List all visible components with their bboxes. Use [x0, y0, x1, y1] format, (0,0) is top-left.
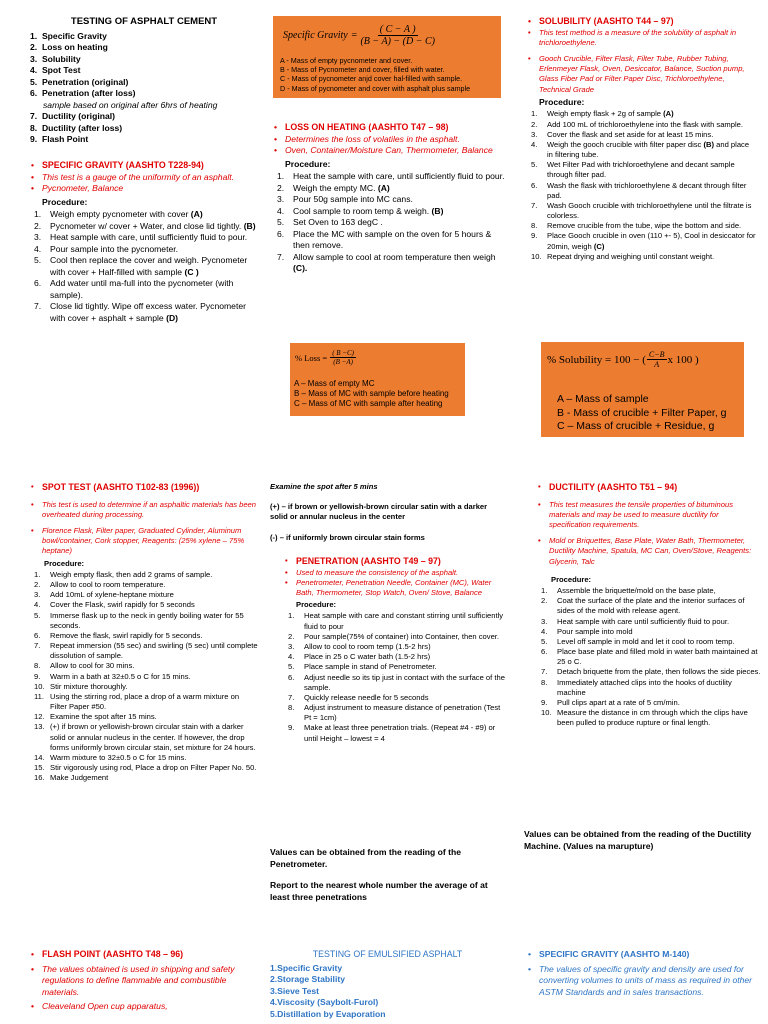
step-number: 10. — [541, 708, 552, 718]
step-value-label: (A) — [377, 182, 390, 193]
step-text: Set Oven to 163 degC . — [293, 217, 383, 228]
step-number: 7. — [34, 301, 42, 312]
solubility-section — [527, 16, 757, 262]
step-text: Warm mixture to 32±0.5 o C for 15 mins. — [50, 752, 187, 762]
procedure-step — [30, 600, 258, 610]
step-number: 4. — [531, 139, 538, 149]
step-text: Heat sample with care until sufficiently fluid to pour. — [557, 616, 730, 626]
step-text: Examine the spot after 15 mins. — [50, 712, 157, 722]
step-number: 9. — [541, 697, 548, 707]
procedure-step — [527, 160, 757, 180]
spot-test-heading: SPOT TEST (AASHTO T102-83 (1996)) — [42, 482, 200, 492]
specific-gravity-apparatus: Pycnometer, Balance — [42, 183, 124, 194]
step-text: Allow to cool for 30 mins. — [50, 661, 135, 671]
procedure-step — [527, 120, 757, 130]
step-text: and place in filtering tube. — [547, 139, 750, 160]
step-text: Weigh empty flask + 2g of sample — [547, 109, 664, 119]
step-text: Immediately attached clips into the hooks of ductility machine — [557, 677, 732, 697]
step-text: Place sample in stand of Penetrometer. — [304, 662, 437, 672]
step-number: 6. — [288, 672, 295, 682]
procedure-step — [284, 611, 506, 631]
step-number: 1. — [531, 109, 538, 119]
step-number: 7. — [531, 200, 538, 210]
step-value-label: (B) — [431, 205, 444, 216]
step-number: 3. — [277, 194, 285, 205]
step-number: 1. — [541, 585, 548, 595]
formula-lhs: % Loss = — [295, 352, 328, 363]
step-text: Place base plate and filled mold in water bath maintained at 25 o C. — [557, 647, 758, 667]
step-number: 9. — [34, 671, 41, 681]
step-text: Cool then replace the cover and weigh. Pycnometer with cover + Half-filled with sample — [50, 255, 248, 277]
step-text: Make at least three penetration trials. (Repeat #4 - #9) or until Height – lowest = 4 — [304, 723, 496, 743]
specific-gravity-formula: Specific Gravity = $\frac{( C - A )}{(B - A) - (D - C)}$ — [283, 24, 435, 47]
step-number: 3. — [288, 641, 295, 651]
step-text: Adjust instrument to measure distance of penetration (Test Pt = 1cm) — [304, 703, 501, 723]
step-text: Detach briquette from the plate, then follows the side pieces. — [557, 667, 761, 677]
step-number: 5. — [531, 160, 538, 170]
test-list-item: 8. Ductility (after loss) — [30, 122, 123, 133]
procedure-step — [30, 763, 258, 773]
examine-note: Examine the spot after 5 mins — [270, 482, 378, 491]
formula-numerator: ( C − A ) — [379, 24, 416, 35]
ductility-apparatus: Mold or Briquettes, Base Plate, Water Bath, Thermometer, Ductility Machine, Spatula, MC Can, Oven/Stove, Reagents: Glycerin, Talc — [549, 536, 752, 566]
step-text: Allow to cool to room temp (1.5-2 hrs) — [304, 641, 431, 651]
step-text: Repeat drying and weighing until constant weight. — [547, 251, 715, 261]
step-number: 3. — [34, 590, 41, 600]
loss-on-heating-section — [273, 122, 505, 275]
procedure-label: Procedure: — [539, 96, 585, 107]
emulsified-test-list — [270, 963, 505, 1021]
step-text: Place the MC with sample on the oven for 5 hours & then remove. — [293, 228, 492, 251]
step-number: 13. — [34, 722, 45, 732]
spot-test-desc: This test is used to determine if an asphaltic materials has been overheated during processing. — [42, 499, 257, 519]
step-number: 1. — [34, 209, 42, 220]
procedure-step — [30, 244, 258, 256]
ductility-heading: DUCTILITY (AASHTO T51 – 94) — [549, 482, 678, 492]
step-number: 7. — [288, 692, 295, 702]
loss-on-heating-heading: LOSS ON HEATING (AASHTO T47 – 98) — [285, 122, 449, 132]
step-text: Remove crucible from the tube, wipe the bottom and side. — [547, 221, 742, 231]
step-value-label: (A) — [190, 209, 203, 220]
penetration-desc: Used to measure the consistency of the asphalt. — [296, 567, 459, 577]
legend-line: A – Mass of sample — [557, 393, 649, 405]
procedure-step — [30, 631, 258, 641]
procedure-step — [30, 278, 258, 301]
asphalt-cement-test-list-2 — [30, 111, 258, 146]
step-text: Weigh the gooch crucible with filter paper disc — [547, 139, 704, 149]
penetration-heading: PENETRATION (AASHTO T49 – 97) — [296, 556, 441, 566]
step-text: Cover the Flask, swirl rapidly for 5 seconds — [50, 600, 195, 610]
procedure-label: Procedure: — [42, 196, 88, 207]
legend-line: A – Mass of empty MC — [294, 379, 375, 388]
procedure-step — [527, 140, 757, 160]
specific-gravity-formula-box — [273, 16, 501, 98]
step-value-label: (B) — [703, 139, 715, 149]
procedure-step — [273, 217, 505, 229]
step-text: Wet Filter Pad with trichloroethylene and decant sample through filter pad. — [547, 160, 735, 180]
test-list-item: 6. Penetration (after loss) — [30, 88, 136, 99]
test-list-item: 5. Penetration (original) — [30, 76, 129, 87]
step-text: Weigh empty pycnometer with cover — [50, 209, 191, 220]
step-value-label: (C). — [293, 263, 308, 274]
flash-point-section — [30, 949, 258, 1013]
step-number: 12. — [34, 712, 45, 722]
procedure-step — [273, 171, 505, 183]
ductility-steps — [537, 586, 761, 728]
step-number: 3. — [541, 616, 548, 626]
tests-note: sample based on original after 6hrs of heating — [43, 99, 218, 110]
procedure-step — [284, 673, 506, 693]
step-value-label: (D) — [166, 312, 179, 323]
procedure-step — [273, 194, 505, 206]
procedure-step — [30, 590, 258, 600]
procedure-label: Procedure: — [285, 158, 331, 169]
step-text: Pull clips apart at a rate of 5 cm/min. — [557, 697, 680, 707]
procedure-step — [537, 617, 761, 627]
emulsified-test-item: 4.Viscosity (Saybolt-Furol) — [270, 997, 379, 1008]
step-number: 5. — [541, 636, 548, 646]
penetration-note-2: Report to the nearest whole number the average of at least three penetrations — [270, 880, 488, 902]
step-number: 15. — [34, 763, 45, 773]
step-number: 2. — [34, 579, 41, 589]
step-text: Warm in a bath at 32±0.5 o C for 15 mins. — [50, 671, 191, 681]
step-text: Place Gooch crucible in oven (110 +- 5), Cool in desiccator for 20min, weigh — [547, 231, 756, 251]
test-list-item: 4. Spot Test — [30, 65, 81, 76]
spot-test-apparatus: Florence Flask, Filter paper, Graduated Cylinder, Aluminum bowl/container, Cork stopper, Reagents: (25% xylene – 75% heptane) — [42, 526, 245, 556]
formula-rhs: x 100 ) — [667, 353, 699, 366]
step-number: 2. — [277, 182, 285, 193]
specific-gravity-legend — [280, 56, 498, 93]
procedure-step — [284, 652, 506, 662]
step-text: Wash the flask with trichloroethylene & decant through filter pad. — [547, 180, 747, 200]
procedure-step — [284, 703, 506, 723]
spot-test-section — [30, 482, 258, 783]
step-text: Adjust needle so its tip just in contact with the surface of the sample. — [304, 672, 505, 692]
procedure-label: Procedure: — [296, 600, 337, 610]
positive-result: (+) – if brown or yellowish-brown circular satin with a darker solid or annular nucleus in the center — [270, 502, 488, 522]
step-number: 7. — [541, 667, 548, 677]
step-text: Cover the flask and set aside for at least 15 mins. — [547, 129, 714, 139]
step-number: 6. — [34, 630, 41, 640]
step-text: Measure the distance in cm through which the clips have been pulled to produce rupture or final length. — [557, 708, 748, 728]
procedure-label: Procedure: — [44, 558, 85, 568]
legend-line: C – Mass of MC with sample after heating — [294, 399, 443, 409]
step-text: Allow sample to cool at room temperature then weigh — [293, 251, 496, 262]
solubility-apparatus: Gooch Crucible, Filter Flask, Filter Tube, Rubber Tubing, Erlenmeyer Flask, Oven, Desiccator, Balance, Suction pump, Glass Fiber Pad or Filter Paper Disc, Trichloroethylene, Technical Grade — [539, 54, 745, 94]
step-number: 5. — [34, 255, 42, 266]
procedure-step — [284, 662, 506, 672]
specific-gravity-steps — [30, 209, 258, 324]
step-number: 4. — [34, 243, 42, 254]
formula-numerator: ( B −C) — [332, 349, 355, 357]
solubility-formula — [547, 350, 699, 369]
procedure-step — [30, 641, 258, 661]
step-value-label: (A) — [663, 109, 674, 119]
step-number: 4. — [541, 626, 548, 636]
formula-denominator: A — [654, 360, 660, 369]
test-list-item: 1. Specific Gravity — [30, 30, 107, 41]
step-number: 1. — [288, 611, 295, 621]
negative-result: (-) – if uniformly brown circular stain forms — [270, 532, 425, 542]
procedure-step — [30, 712, 258, 722]
formula-denominator: (B −A) — [333, 358, 353, 366]
loss-on-heating-apparatus: Oven, Container/Moisture Can, Thermometer, Balance — [285, 145, 493, 156]
procedure-step — [284, 693, 506, 703]
formula-lhs: % Solubility = 100 − ( — [547, 353, 646, 366]
step-number: 8. — [34, 661, 41, 671]
legend-line: B - Mass of Pycnometer and cover, filled with water. — [280, 65, 445, 75]
procedure-step — [537, 596, 761, 616]
procedure-step — [527, 181, 757, 201]
legend-line: A - Mass of empty pycnometer and cover. — [280, 56, 413, 65]
sg-m140-desc: The values of specific gravity and density are used for converting volumes to units of mass as required in other ASTM Standards and in sales transactions. — [539, 963, 753, 997]
step-value-label: (C ) — [184, 266, 199, 277]
step-number: 1. — [277, 171, 285, 182]
procedure-step — [30, 611, 258, 631]
emulsified-title: TESTING OF EMULSIFIED ASPHALT — [312, 949, 463, 959]
step-text: Cool sample to room temp & weigh. — [293, 205, 432, 216]
step-number: 2. — [541, 596, 548, 606]
step-number: 14. — [34, 752, 45, 762]
emulsified-test-item: 5.Distillation by Evaporation — [270, 1008, 386, 1019]
sg-m140-heading: SPECIFIC GRAVITY (AASHTO M-140) — [539, 949, 690, 959]
step-text: Stir vigorously using rod, Place a drop on Filter Paper No. 50. — [50, 763, 257, 773]
loss-formula-box — [290, 343, 465, 416]
step-number: 2. — [531, 119, 538, 129]
step-number: 2. — [288, 631, 295, 641]
step-number: 3. — [531, 129, 538, 139]
procedure-step — [30, 773, 258, 783]
solubility-formula-box — [541, 342, 744, 437]
step-text: Level off sample in mold and let it cool to room temp. — [557, 636, 735, 646]
procedure-step — [273, 229, 505, 252]
step-number: 7. — [34, 641, 41, 651]
step-number: 4. — [288, 652, 295, 662]
flash-point-heading: FLASH POINT (AASHTO T48 – 96) — [42, 949, 184, 959]
step-number: 4. — [34, 600, 41, 610]
step-text: Allow to cool to room temperature. — [50, 579, 166, 589]
emulsified-section — [270, 949, 505, 1020]
test-list-item: 9. Flash Point — [30, 134, 89, 145]
procedure-step — [30, 221, 258, 233]
loss-on-heating-steps — [273, 171, 505, 275]
step-number: 6. — [531, 180, 538, 190]
step-text: Assemble the briquette/mold on the base plate, — [557, 585, 716, 595]
procedure-label: Procedure: — [551, 574, 592, 584]
specific-gravity-section — [30, 160, 258, 195]
legend-line: B - Mass of crucible + Filter Paper, g — [557, 406, 727, 419]
procedure-step — [284, 632, 506, 642]
step-text: Pour 50g sample into MC cans. — [293, 194, 413, 205]
step-number: 9. — [288, 723, 295, 733]
step-text: Repeat immersion (55 sec) and swirling (5 sec) until complete dissolution of sample. — [50, 641, 258, 661]
step-text: Using the stirring rod, place a drop of a warm mixture on Filter Paper #50. — [50, 691, 240, 712]
legend-line: D - Mass of pycnometer and cover with asphalt plus sample — [280, 83, 471, 93]
step-number: 4. — [277, 205, 285, 216]
penetration-apparatus: Penetrometer, Penetration Needle, Container (MC), Water Bath, Thermometer, Stop Watch, Oven/ Stove, Balance — [296, 577, 492, 598]
step-number: 2. — [34, 220, 42, 231]
step-number: 1. — [34, 569, 41, 579]
procedure-step — [30, 682, 258, 692]
formula-numerator: C−B — [648, 350, 665, 359]
procedure-step — [537, 637, 761, 647]
step-number: 8. — [288, 703, 295, 713]
procedure-step — [527, 231, 757, 251]
formula-lhs: Specific Gravity — [283, 30, 348, 41]
step-value-label: (B) — [243, 220, 256, 231]
step-text: Pour sample into the pycnometer. — [50, 243, 179, 254]
specific-gravity-desc: This test is a gauge of the uniformity of an asphalt. — [42, 171, 235, 182]
asphalt-cement-title: TESTING OF ASPHALT CEMENT — [70, 16, 218, 27]
step-text: Add 100 mL of trichloroethylene into the flask with sample. — [547, 119, 743, 129]
step-text: Heat sample with care and constant stirring until sufficiently fluid to pour — [304, 611, 504, 631]
procedure-step — [30, 753, 258, 763]
step-number: 6. — [277, 228, 285, 239]
step-number: 10. — [34, 681, 45, 691]
step-number: 8. — [541, 677, 548, 687]
formula-denominator: (B − A) − (D − C) — [360, 36, 435, 47]
step-number: 10. — [531, 251, 542, 261]
solubility-steps — [527, 109, 757, 262]
spot-judgement-section — [270, 482, 505, 543]
step-text: Remove the flask, swirl rapidly for 5 seconds. — [50, 630, 203, 640]
penetration-note-1: Values can be obtained from the reading of the Penetrometer. — [270, 847, 462, 869]
step-number: 11. — [34, 691, 44, 701]
procedure-step — [30, 232, 258, 244]
procedure-step — [537, 678, 761, 698]
step-text: Pour sample into mold — [557, 626, 633, 636]
step-text: Pycnometer w/ cover + Water, and close lid tightly. — [50, 220, 244, 231]
penetration-steps — [284, 611, 506, 743]
procedure-step — [30, 570, 258, 580]
procedure-step — [537, 586, 761, 596]
penetration-section — [284, 556, 506, 744]
procedure-step — [527, 130, 757, 140]
procedure-step — [30, 672, 258, 682]
procedure-step — [527, 252, 757, 262]
loss-legend — [294, 379, 464, 410]
step-text: Immerse flask up to the neck in gently boiling water for 55 seconds. — [50, 610, 244, 630]
step-text: Pour sample(75% of container) into Container, then cover. — [304, 631, 500, 641]
penetration-note — [270, 847, 505, 903]
procedure-step — [537, 647, 761, 667]
step-text: Quickly release needle for 5 seconds — [304, 692, 429, 702]
step-text: Weigh the empty MC. — [293, 182, 378, 193]
step-text: Add water until ma-full into the pycnometer (with sample). — [50, 278, 234, 300]
procedure-step — [527, 221, 757, 231]
step-text: Stir mixture thoroughly. — [50, 681, 128, 691]
procedure-step — [537, 627, 761, 637]
legend-line: C - Mass of pycnometer anjd cover hal-filled with sample. — [280, 74, 463, 84]
procedure-step — [527, 201, 757, 221]
asphalt-cement-test-list — [30, 31, 258, 100]
procedure-step — [273, 206, 505, 218]
legend-line: B – Mass of MC with sample before heating — [294, 389, 449, 399]
procedure-step — [30, 722, 258, 753]
ductility-desc: This test measures the tensile properties of bituminous materials and may be used to measure ductility for specification requirements. — [549, 499, 734, 530]
procedure-step — [537, 698, 761, 708]
sg-m140-section — [527, 949, 757, 998]
emulsified-test-item: 3.Sieve Test — [270, 985, 320, 996]
flash-point-apparatus: Cleaveland Open cup apparatus, — [42, 1001, 168, 1012]
step-text: Add 10mL of xylene-heptane mixture — [50, 590, 174, 600]
step-number: 9. — [531, 231, 538, 241]
spot-test-steps — [30, 570, 258, 784]
step-number: 6. — [34, 278, 42, 289]
procedure-step — [30, 661, 258, 671]
step-text: Make Judgement — [50, 773, 109, 783]
procedure-step — [537, 708, 761, 728]
procedure-step — [537, 667, 761, 677]
step-text: Wash Gooch crucible with trichloroethylene until the filtrate is colorless. — [547, 200, 752, 221]
procedure-step — [273, 183, 505, 195]
step-number: 8. — [531, 221, 538, 231]
step-text: Heat sample with care, until sufficiently fluid to pour. — [50, 232, 248, 243]
procedure-step — [527, 109, 757, 119]
solubility-desc: This test method is a measure of the solubility of asphalt in trichloroethylene. — [539, 27, 737, 47]
step-number: 6. — [541, 647, 548, 657]
step-value-label: (C) — [593, 241, 605, 251]
step-text: Weigh empty flask, then add 2 grams of sample. — [50, 569, 213, 579]
solubility-heading: SOLUBILITY (AASHTO T44 – 97) — [539, 16, 674, 26]
step-text: Close lid tightly. Wipe off excess water. Pycnometer with cover + asphalt + sample — [50, 301, 246, 323]
step-number: 5. — [288, 662, 295, 672]
procedure-step — [30, 209, 258, 221]
test-list-item: 3. Solubility — [30, 53, 81, 64]
step-text: Heat the sample with care, until sufficiently fluid to pour. — [293, 171, 505, 182]
procedure-step — [30, 692, 258, 712]
step-text: Coat the surface of the plate and the interior surfaces of sides of the mold with release agent. — [557, 596, 745, 616]
asphalt-cement-section — [30, 16, 258, 324]
test-list-item: 2. Loss on heating — [30, 42, 108, 53]
ductility-section — [537, 482, 761, 728]
procedure-step — [30, 255, 258, 278]
step-number: 5. — [34, 610, 41, 620]
emulsified-test-item: 1.Specific Gravity — [270, 962, 343, 973]
loss-formula — [295, 349, 356, 366]
loss-on-heating-desc: Determines the loss of volatiles in the asphalt. — [285, 133, 460, 144]
procedure-step — [30, 301, 258, 324]
specific-gravity-heading: SPECIFIC GRAVITY (AASHTO T228-94) — [42, 159, 204, 170]
flash-point-desc: The values obtained is used in shipping and safety regulations to define flammable and combustible materials. — [42, 963, 235, 997]
step-number: 16. — [34, 773, 45, 783]
ductility-note: Values can be obtained from the reading of the Ductility Machine. (Values na marupture) — [524, 829, 752, 851]
procedure-step — [284, 642, 506, 652]
step-text: (+) if brown or yellowish-brown circular stain with a darker solid or annular nucleus in the center. If however, the drop forms uniformly brown circular stain, set mixture for 24 hours. — [50, 722, 256, 752]
procedure-step — [273, 252, 505, 275]
emulsified-test-item: 2.Storage Stability — [270, 974, 345, 985]
procedure-step — [284, 723, 506, 743]
step-number: 7. — [277, 251, 285, 262]
procedure-step — [30, 580, 258, 590]
step-number: 3. — [34, 232, 42, 243]
legend-line: C – Mass of crucible + Residue, g — [557, 420, 715, 433]
solubility-legend — [557, 393, 742, 434]
step-number: 5. — [277, 217, 285, 228]
test-list-item: 7. Ductility (original) — [30, 111, 115, 122]
step-text: Place in 25 o C water bath (1.5-2 hrs) — [304, 652, 431, 662]
